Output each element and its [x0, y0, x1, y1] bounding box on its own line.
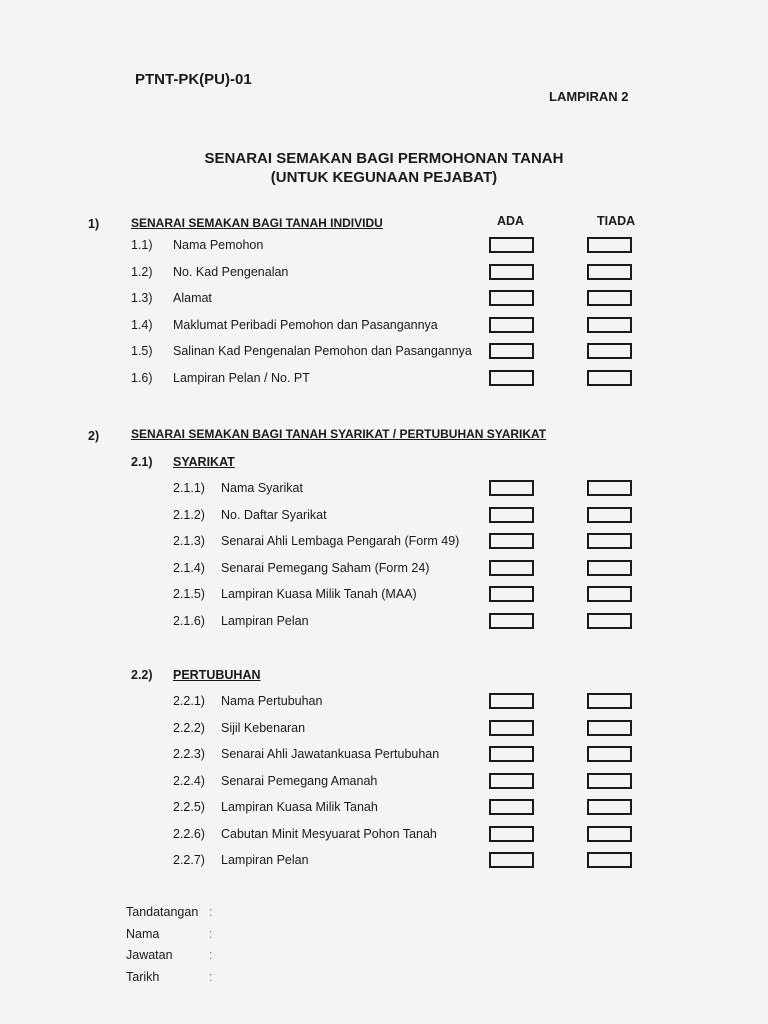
item-number: 2.2.3) [173, 747, 205, 761]
signature-field-label: Nama [126, 926, 160, 941]
item-label: Nama Syarikat [221, 481, 303, 495]
section-1-number: 1) [88, 217, 100, 231]
checkbox-ada[interactable] [489, 480, 534, 496]
item-number: 2.2.1) [173, 694, 205, 708]
checkbox-ada[interactable] [489, 852, 534, 868]
item-number: 2.2.7) [173, 853, 205, 867]
item-label: Lampiran Kuasa Milik Tanah [221, 800, 378, 814]
item-number: 2.1.6) [173, 614, 205, 628]
signature-field-separator: : [209, 926, 213, 941]
item-number: 1.3) [131, 291, 153, 305]
item-number: 2.2.6) [173, 826, 205, 841]
checkbox-ada[interactable] [489, 290, 534, 306]
subsection-2-2-number: 2.2) [131, 668, 153, 682]
checkbox-tiada[interactable] [587, 264, 632, 280]
checkbox-ada[interactable] [489, 746, 534, 762]
item-number: 2.2.5) [173, 800, 205, 814]
item-number: 2.1.5) [173, 587, 205, 602]
signature-field-label: Jawatan [126, 948, 173, 962]
checkbox-tiada[interactable] [587, 560, 632, 576]
item-label: No. Kad Pengenalan [173, 264, 289, 279]
checkbox-tiada[interactable] [587, 507, 632, 523]
item-number: 2.1.4) [173, 560, 205, 575]
checkbox-ada[interactable] [489, 237, 534, 253]
checkbox-tiada[interactable] [587, 852, 632, 868]
item-label: Cabutan Minit Mesyuarat Pohon Tanah [221, 826, 437, 841]
checkbox-tiada[interactable] [587, 370, 632, 386]
item-label: Nama Pertubuhan [221, 694, 323, 708]
checkbox-ada[interactable] [489, 507, 534, 523]
signature-field-separator: : [209, 948, 213, 962]
section-2-heading: SENARAI SEMAKAN BAGI TANAH SYARIKAT / PERTUBUHAN SYARIKAT [131, 427, 547, 441]
checkbox-ada[interactable] [489, 693, 534, 709]
form-code: PTNT-PK(PU)-01 [135, 71, 252, 88]
item-label: Senarai Ahli Lembaga Pengarah (Form 49) [221, 534, 460, 549]
signature-field-label: Tandatangan [126, 905, 199, 919]
item-number: 1.5) [131, 344, 153, 358]
subsection-2-1-heading: SYARIKAT [173, 455, 235, 469]
item-number: 1.6) [131, 370, 153, 385]
checkbox-ada[interactable] [489, 264, 534, 280]
checkbox-ada[interactable] [489, 613, 534, 629]
page-title: SENARAI SEMAKAN BAGI PERMOHONAN TANAH [204, 150, 564, 167]
checkbox-ada[interactable] [489, 773, 534, 789]
item-label: Nama Pemohon [173, 238, 264, 252]
item-number: 2.1.2) [173, 507, 205, 522]
checkbox-ada[interactable] [489, 720, 534, 736]
column-header-tiada: TIADA [597, 214, 636, 228]
section-1-heading: SENARAI SEMAKAN BAGI TANAH INDIVIDU [131, 216, 383, 230]
item-number: 2.2.2) [173, 720, 205, 735]
checkbox-tiada[interactable] [587, 720, 632, 736]
section-2-number: 2) [88, 429, 100, 443]
item-number: 1.1) [131, 238, 153, 252]
item-label: Lampiran Pelan [221, 853, 309, 867]
checkbox-ada[interactable] [489, 799, 534, 815]
column-header-ada: ADA [497, 214, 525, 228]
checkbox-tiada[interactable] [587, 480, 632, 496]
item-label: No. Daftar Syarikat [221, 507, 327, 522]
checkbox-tiada[interactable] [587, 317, 632, 333]
checkbox-ada[interactable] [489, 533, 534, 549]
item-label: Sijil Kebenaran [221, 720, 306, 735]
checkbox-ada[interactable] [489, 560, 534, 576]
page-subtitle: (UNTUK KEGUNAAN PEJABAT) [270, 169, 498, 186]
checkbox-tiada[interactable] [587, 773, 632, 789]
item-label: Senarai Ahli Jawatankuasa Pertubuhan [221, 747, 440, 761]
signature-field-separator: : [209, 905, 213, 919]
checkbox-tiada[interactable] [587, 799, 632, 815]
item-label: Lampiran Pelan / No. PT [173, 370, 310, 385]
item-number: 2.1.3) [173, 534, 205, 549]
item-number: 2.2.4) [173, 773, 205, 788]
subsection-2-2-heading: PERTUBUHAN [173, 668, 261, 682]
item-label: Senarai Pemegang Amanah [221, 773, 378, 788]
checkbox-ada[interactable] [489, 343, 534, 359]
item-label: Lampiran Pelan [221, 614, 309, 628]
signature-field-separator: : [209, 969, 213, 984]
checkbox-tiada[interactable] [587, 613, 632, 629]
signature-field-label: Tarikh [126, 969, 160, 984]
item-number: 1.4) [131, 317, 153, 332]
checkbox-tiada[interactable] [587, 237, 632, 253]
attachment-label: LAMPIRAN 2 [549, 89, 629, 104]
item-number: 2.1.1) [173, 481, 205, 495]
item-label: Salinan Kad Pengenalan Pemohon dan Pasangannya [173, 344, 472, 358]
subsection-2-1-number: 2.1) [131, 455, 153, 469]
checkbox-tiada[interactable] [587, 290, 632, 306]
checkbox-tiada[interactable] [587, 746, 632, 762]
checkbox-tiada[interactable] [587, 693, 632, 709]
checkbox-ada[interactable] [489, 317, 534, 333]
item-label: Maklumat Peribadi Pemohon dan Pasangannya [173, 317, 438, 332]
checkbox-tiada[interactable] [587, 826, 632, 842]
checkbox-ada[interactable] [489, 826, 534, 842]
item-label: Alamat [173, 291, 212, 305]
checkbox-tiada[interactable] [587, 533, 632, 549]
checkbox-ada[interactable] [489, 370, 534, 386]
checkbox-tiada[interactable] [587, 343, 632, 359]
checkbox-ada[interactable] [489, 586, 534, 602]
checkbox-tiada[interactable] [587, 586, 632, 602]
item-number: 1.2) [131, 264, 153, 279]
item-label: Senarai Pemegang Saham (Form 24) [221, 560, 430, 575]
item-label: Lampiran Kuasa Milik Tanah (MAA) [221, 587, 417, 602]
